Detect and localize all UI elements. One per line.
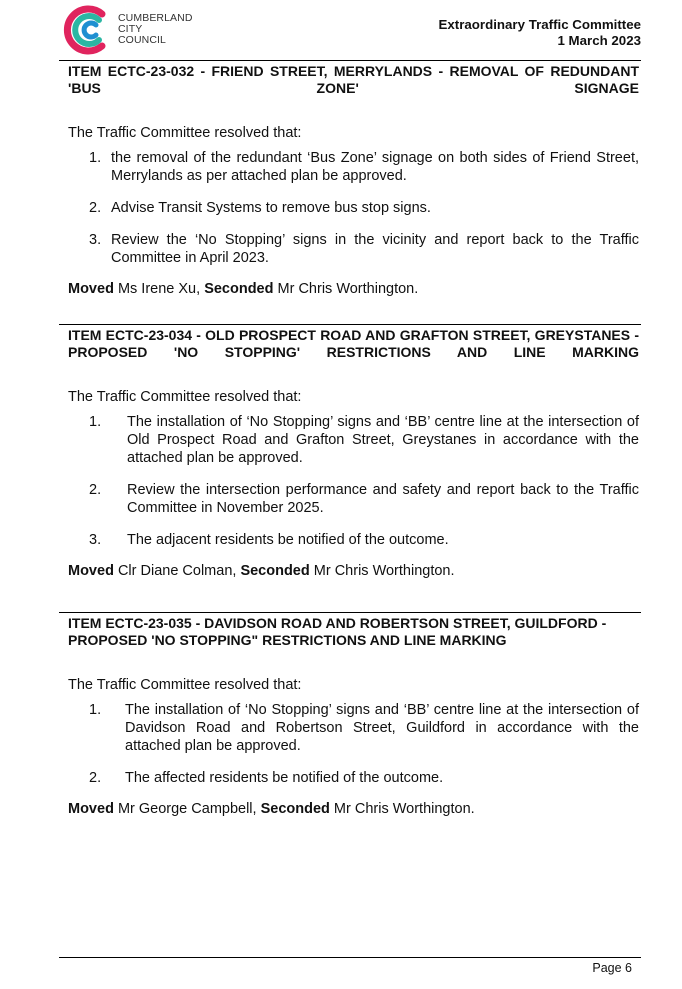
agenda-item [59,612,641,817]
moved-seconded [59,563,641,579]
list-text: Review the intersection performance and safety and report back to the Traffic Committee in November 2025. [127,482,639,516]
list-item [59,481,641,517]
meeting-date: 1 March 2023 [557,33,641,48]
resolved-intro: The Traffic Committee resolved that: [68,677,302,693]
moved-label: Moved [68,281,114,297]
agenda-item [59,324,641,579]
list-text: the removal of the redundant ‘Bus Zone’ signage on both sides of Friend Street, Merrylands as per attached plan be approved. [111,150,639,184]
list-item [59,701,641,755]
seconded-name: Mr Chris Worthington. [273,281,419,297]
list-item [59,769,641,787]
council-logo [62,4,192,54]
seconded-label: Seconded [240,563,310,579]
seconded-name: Mr Chris Worthington. [329,801,475,817]
moved-seconded [59,801,641,817]
list-item [59,531,641,549]
moved-name: Mr George Campbell, [113,801,261,817]
agenda-item [59,60,641,297]
item-title: ITEM ECTC-23-035 - DAVIDSON ROAD AND ROBERTSON STREET, GUILDFORD - PROPOSED 'NO STOPPING" RESTRICTIONS AND LINE MARKING [68,615,607,648]
list-text: The installation of ‘No Stopping’ signs and ‘BB’ centre line at the intersection of Old Prospect Road and Grafton Street, Greystanes in accordance with the attached plan be approved. [127,414,639,466]
resolution-list [59,701,641,787]
list-number: 3. [89,232,102,248]
logo-text [118,13,193,46]
list-number: 3. [89,532,102,548]
moved-label: Moved [68,563,114,579]
list-item [59,149,641,185]
list-text: The installation of ‘No Stopping’ signs and ‘BB’ centre line at the intersection of Davidson Road and Robertson Street, Guildford in accordance with the attached plan be approved. [125,702,639,754]
logo-line-2: CITY COUNCIL [118,23,166,46]
list-item [59,231,641,267]
resolution-list [59,149,641,267]
page-number: Page 6 [592,961,632,975]
seconded-label: Seconded [260,801,330,817]
item-title: ITEM ECTC-23-032 - FRIEND STREET, MERRYLANDS - REMOVAL OF REDUNDANT 'BUS ZONE' SIGNAGE [68,63,639,96]
moved-label: Moved [68,801,114,817]
list-number: 1. [89,414,102,430]
list-item [59,199,641,217]
footer-divider [59,957,641,958]
logo-line-1: CUMBERLAND [118,12,193,24]
moved-name: Clr Diane Colman, [113,563,241,579]
list-text: Advise Transit Systems to remove bus stop signs. [111,200,431,216]
resolved-intro: The Traffic Committee resolved that: [68,389,302,405]
list-number: 2. [89,770,102,786]
resolution-list [59,413,641,549]
document-header [439,17,641,49]
list-text: The adjacent residents be notified of the outcome. [127,532,449,548]
moved-seconded [59,281,641,297]
list-number: 1. [89,150,102,166]
list-number: 2. [89,482,102,498]
list-number: 1. [89,702,102,718]
committee-title: Extraordinary Traffic Committee [438,17,641,32]
council-logo-icon [62,4,114,56]
seconded-label: Seconded [204,281,274,297]
moved-name: Ms Irene Xu, [113,281,205,297]
list-text: The affected residents be notified of the outcome. [125,770,444,786]
resolved-intro: The Traffic Committee resolved that: [68,125,302,141]
list-text: Review the ‘No Stopping’ signs in the vicinity and report back to the Traffic Committee in April 2023. [111,232,639,266]
item-title: ITEM ECTC-23-034 - OLD PROSPECT ROAD AND GRAFTON STREET, GREYSTANES - PROPOSED 'NO STOPPING' RESTRICTIONS AND LINE MARKING [68,327,639,360]
list-number: 2. [89,200,102,216]
seconded-name: Mr Chris Worthington. [309,563,455,579]
list-item [59,413,641,467]
